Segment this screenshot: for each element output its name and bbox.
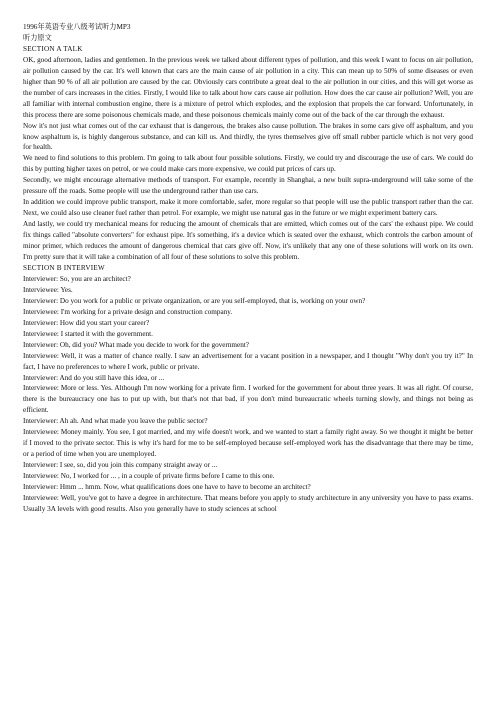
- interview-line: Interviewee: I'm working for a private design and construction company.: [23, 307, 233, 316]
- interview-line: Interviewee: No, I worked for ... , in a couple of private firms before I came to this one.: [23, 472, 275, 481]
- section-b-heading: SECTION B INTERVIEW: [23, 263, 105, 272]
- interview-line: Interviewee: Money mainly. You see, I got married, and my wife doesn't work, and we wanted to start a family right away. So we thought it might be better if I moved to the private sector. This is why it's hard for me to be self-employed because self-employed work has the disadvantage that there may be time, or a period of time when you are unemployed.: [23, 428, 473, 459]
- interview-line: Interviewer: How did you start your career?: [23, 318, 150, 327]
- interview-line: Interviewee: Yes.: [23, 285, 73, 294]
- interview-line: Interviewer: And do you still have this idea, or ...: [23, 373, 165, 382]
- interview-line: Interviewer: Do you work for a public or private organization, or are you self-employed, that is, working on your own?: [23, 296, 366, 305]
- interview-line: Interviewer: Hmm ... hmm. Now, what qualifications does one have to have to become an architect?: [23, 483, 311, 492]
- interview-line: Interviewer: Ah ah. And what made you leave the public sector?: [23, 417, 208, 426]
- talk-paragraph: We need to find solutions to this problem. I'm going to talk about four possible solutions. Firstly, we could try and discourage the use of cars. We could do this by putting higher taxes on petrol, or we could make cars more expensive, we could put prices of cars up.: [23, 154, 473, 174]
- section-a-heading: SECTION A TALK: [23, 44, 83, 53]
- interview-line: Interviewer: I see, so, did you join this company straight away or ...: [23, 461, 218, 470]
- talk-paragraph: Now it's not just what comes out of the car exhaust that is dangerous, the brakes also cause pollution. The brakes in some cars give off asphaltum, and you know asphaltum is, is highly dangerous substance, and can kill us. And thirdly, the tyres themselves give off small rubber particle which is not very good for health.: [23, 121, 473, 152]
- interview-line: Interviewer: So, you are an architect?: [23, 274, 131, 283]
- interview-line: Interviewee: Well, you've got to have a degree in architecture. That means before you apply to study architecture in any university you have to pass exams. Usually 3A levels with good results. Also you generally have to study sciences at school: [23, 493, 473, 513]
- talk-paragraph: Secondly, we might encourage alternative methods of transport. For example, recently in Shanghai, a new built supra-underground will take some of the pressure off the roads. Some people will use the underground rather than use cars.: [23, 176, 473, 196]
- talk-paragraph: And lastly, we could try mechanical means for reducing the amount of chemicals that are emitted, which comes out of the cars' the exhaust pipe. We could fix things called "absolute converters" for exhaust pipe. It's something, it's a device which is seated over the exhaust, which controls the carbon amount of minor primer, which reduces the amount of dangerous chemical that cars give off. Now, it's unlikely that any one of these solutions will work on its own. I'm pretty sure that it will take a combination of all four of these solutions to solve this problem.: [23, 220, 473, 262]
- document-subtitle: 听力原文: [23, 33, 52, 42]
- interview-line: Interviewee: More or less. Yes. Although I'm now working for a private firm. I worked for the government for about three years. It was all right. Of course, there is the bureaucracy one has to put up with, but that's not that bad, if you don't mind bureaucratic wheels turning slowly, and things not being as efficient.: [23, 384, 473, 415]
- interview-line: Interviewee: I started it with the government.: [23, 329, 153, 338]
- talk-paragraph: In addition we could improve public transport, make it more comfortable, safer, more regular so that people will use the public transport rather than the car. Next, we could also use cleaner fuel rather than petrol. For example, we might use natural gas in the future or we might experiment battery cars.: [23, 198, 473, 218]
- talk-paragraph: OK, good afternoon, ladies and gentlemen. In the previous week we talked about different types of pollution, and this week I want to focus on air pollution, air pollution caused by the car. It's well known that cars are the main cause of air pollution in a city. This can mean up to 50% of some diseases or even higher than 90 % of all air pollution are caused by the car. Obviously cars contribute a great deal to the air pollution in our cities, and this will get worse as the number of cars increases in the cities. Firstly, I would like to talk about how cars cause air pollution. How does the car cause air pollution? Well, you are all familiar with internal combustion engine, there is a mixture of petrol which explodes, and the explosion that propels the car forward. Unfortunately, in this process there are some poisonous chemicals made, and these poisonous chemicals mainly come out of the back of the car through the exhaust.: [23, 55, 473, 119]
- interview-line: Interviewee: Well, it was a matter of chance really. I saw an advertisement for a vacant position in a newspaper, and I thought "Why don't you try it?" In fact, I have no preferences to where I work, public or private.: [23, 351, 473, 371]
- interview-line: Interviewer: Oh, did you? What made you decide to work for the government?: [23, 340, 249, 349]
- document-title: 1996年英语专业八级考试听力MP3: [23, 23, 131, 31]
